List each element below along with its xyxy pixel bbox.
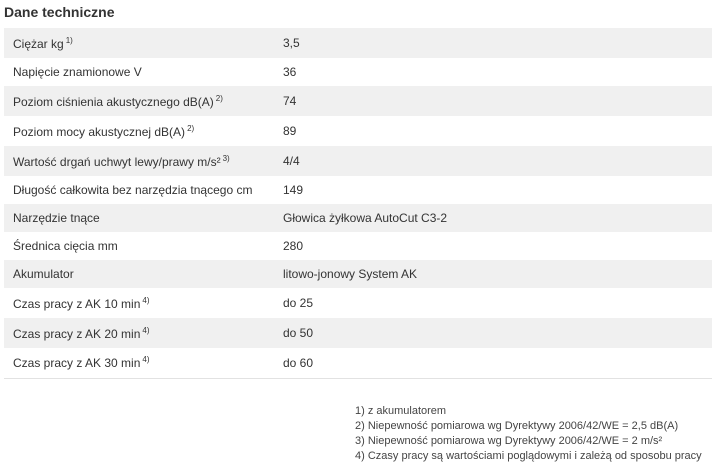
spec-value: Głowica żyłkowa AutoCut C3-2 — [283, 204, 712, 232]
spec-row-cutting-tool — [4, 204, 712, 232]
footnote-1: 1) z akumulatorem — [355, 405, 447, 417]
spec-table — [4, 28, 712, 379]
spec-row-length — [4, 176, 712, 204]
spec-label: Ciężar kg $^{1)}$ — [4, 28, 283, 58]
section-heading: Dane techniczne — [4, 4, 115, 20]
footnote-2: 2) Niepewność pomiarowa wg Dyrektywy 2006/42/WE = 2,5 dB(A) — [355, 420, 679, 432]
spec-value: do 50 — [283, 318, 712, 348]
footnote-4: 4) Czasy pracy są wartościami poglądowymi i zależą od sposobu pracy — [355, 450, 702, 462]
spec-value: do 25 — [283, 288, 712, 318]
spec-row-vibration — [4, 146, 712, 176]
spec-row-runtime-20 — [4, 318, 712, 348]
spec-value: 89 — [283, 116, 712, 146]
spec-row-weight — [4, 28, 712, 58]
spec-row-battery — [4, 260, 712, 288]
footnote-ref: 2) — [187, 123, 195, 133]
spec-label: Poziom ciśnienia akustycznego dB(A) $^{2)}$ — [4, 86, 283, 116]
footnote-ref: 3) — [222, 153, 230, 163]
spec-value: litowo-jonowy System AK — [283, 260, 712, 288]
spec-value: 280 — [283, 232, 712, 260]
spec-row-voltage — [4, 58, 712, 86]
spec-row-cutting-diameter — [4, 232, 712, 260]
spec-value: 36 — [283, 58, 712, 86]
footnotes — [355, 404, 702, 464]
spec-label: Średnica cięcia mm — [4, 232, 283, 260]
spec-label: Poziom mocy akustycznej dB(A) $^{2)}$ — [4, 116, 283, 146]
spec-value: 3,5 — [283, 28, 712, 58]
spec-value: 74 — [283, 86, 712, 116]
spec-label: Wartość drgań uchwyt lewy/prawy m/s² $^{3)}$ — [4, 146, 283, 176]
footnote-ref: 4) — [142, 325, 150, 335]
footnote-ref: 2) — [215, 93, 223, 103]
footnote-ref: 1) — [65, 35, 73, 45]
spec-label: Czas pracy z AK 20 min $^{4)}$ — [4, 318, 283, 348]
spec-label: Napięcie znamionowe V — [4, 58, 283, 86]
footnote-3: 3) Niepewność pomiarowa wg Dyrektywy 2006/42/WE = 2 m/s² — [355, 435, 663, 447]
spec-label: Akumulator — [4, 260, 283, 288]
spec-label: Narzędzie tnące — [4, 204, 283, 232]
spec-value: 4/4 — [283, 146, 712, 176]
spec-value: do 60 — [283, 348, 712, 378]
spec-label: Czas pracy z AK 30 min $^{4)}$ — [4, 348, 283, 378]
spec-value: 149 — [283, 176, 712, 204]
spec-row-sound-power — [4, 116, 712, 146]
spec-row-sound-pressure — [4, 86, 712, 116]
spec-row-runtime-10 — [4, 288, 712, 318]
spec-row-runtime-30 — [4, 348, 712, 378]
spec-label: Długość całkowita bez narzędzia tnącego cm — [4, 176, 283, 204]
spec-label: Czas pracy z AK 10 min $^{4)}$ — [4, 288, 283, 318]
footnote-ref: 4) — [142, 295, 150, 305]
footnote-ref: 4) — [142, 355, 150, 365]
